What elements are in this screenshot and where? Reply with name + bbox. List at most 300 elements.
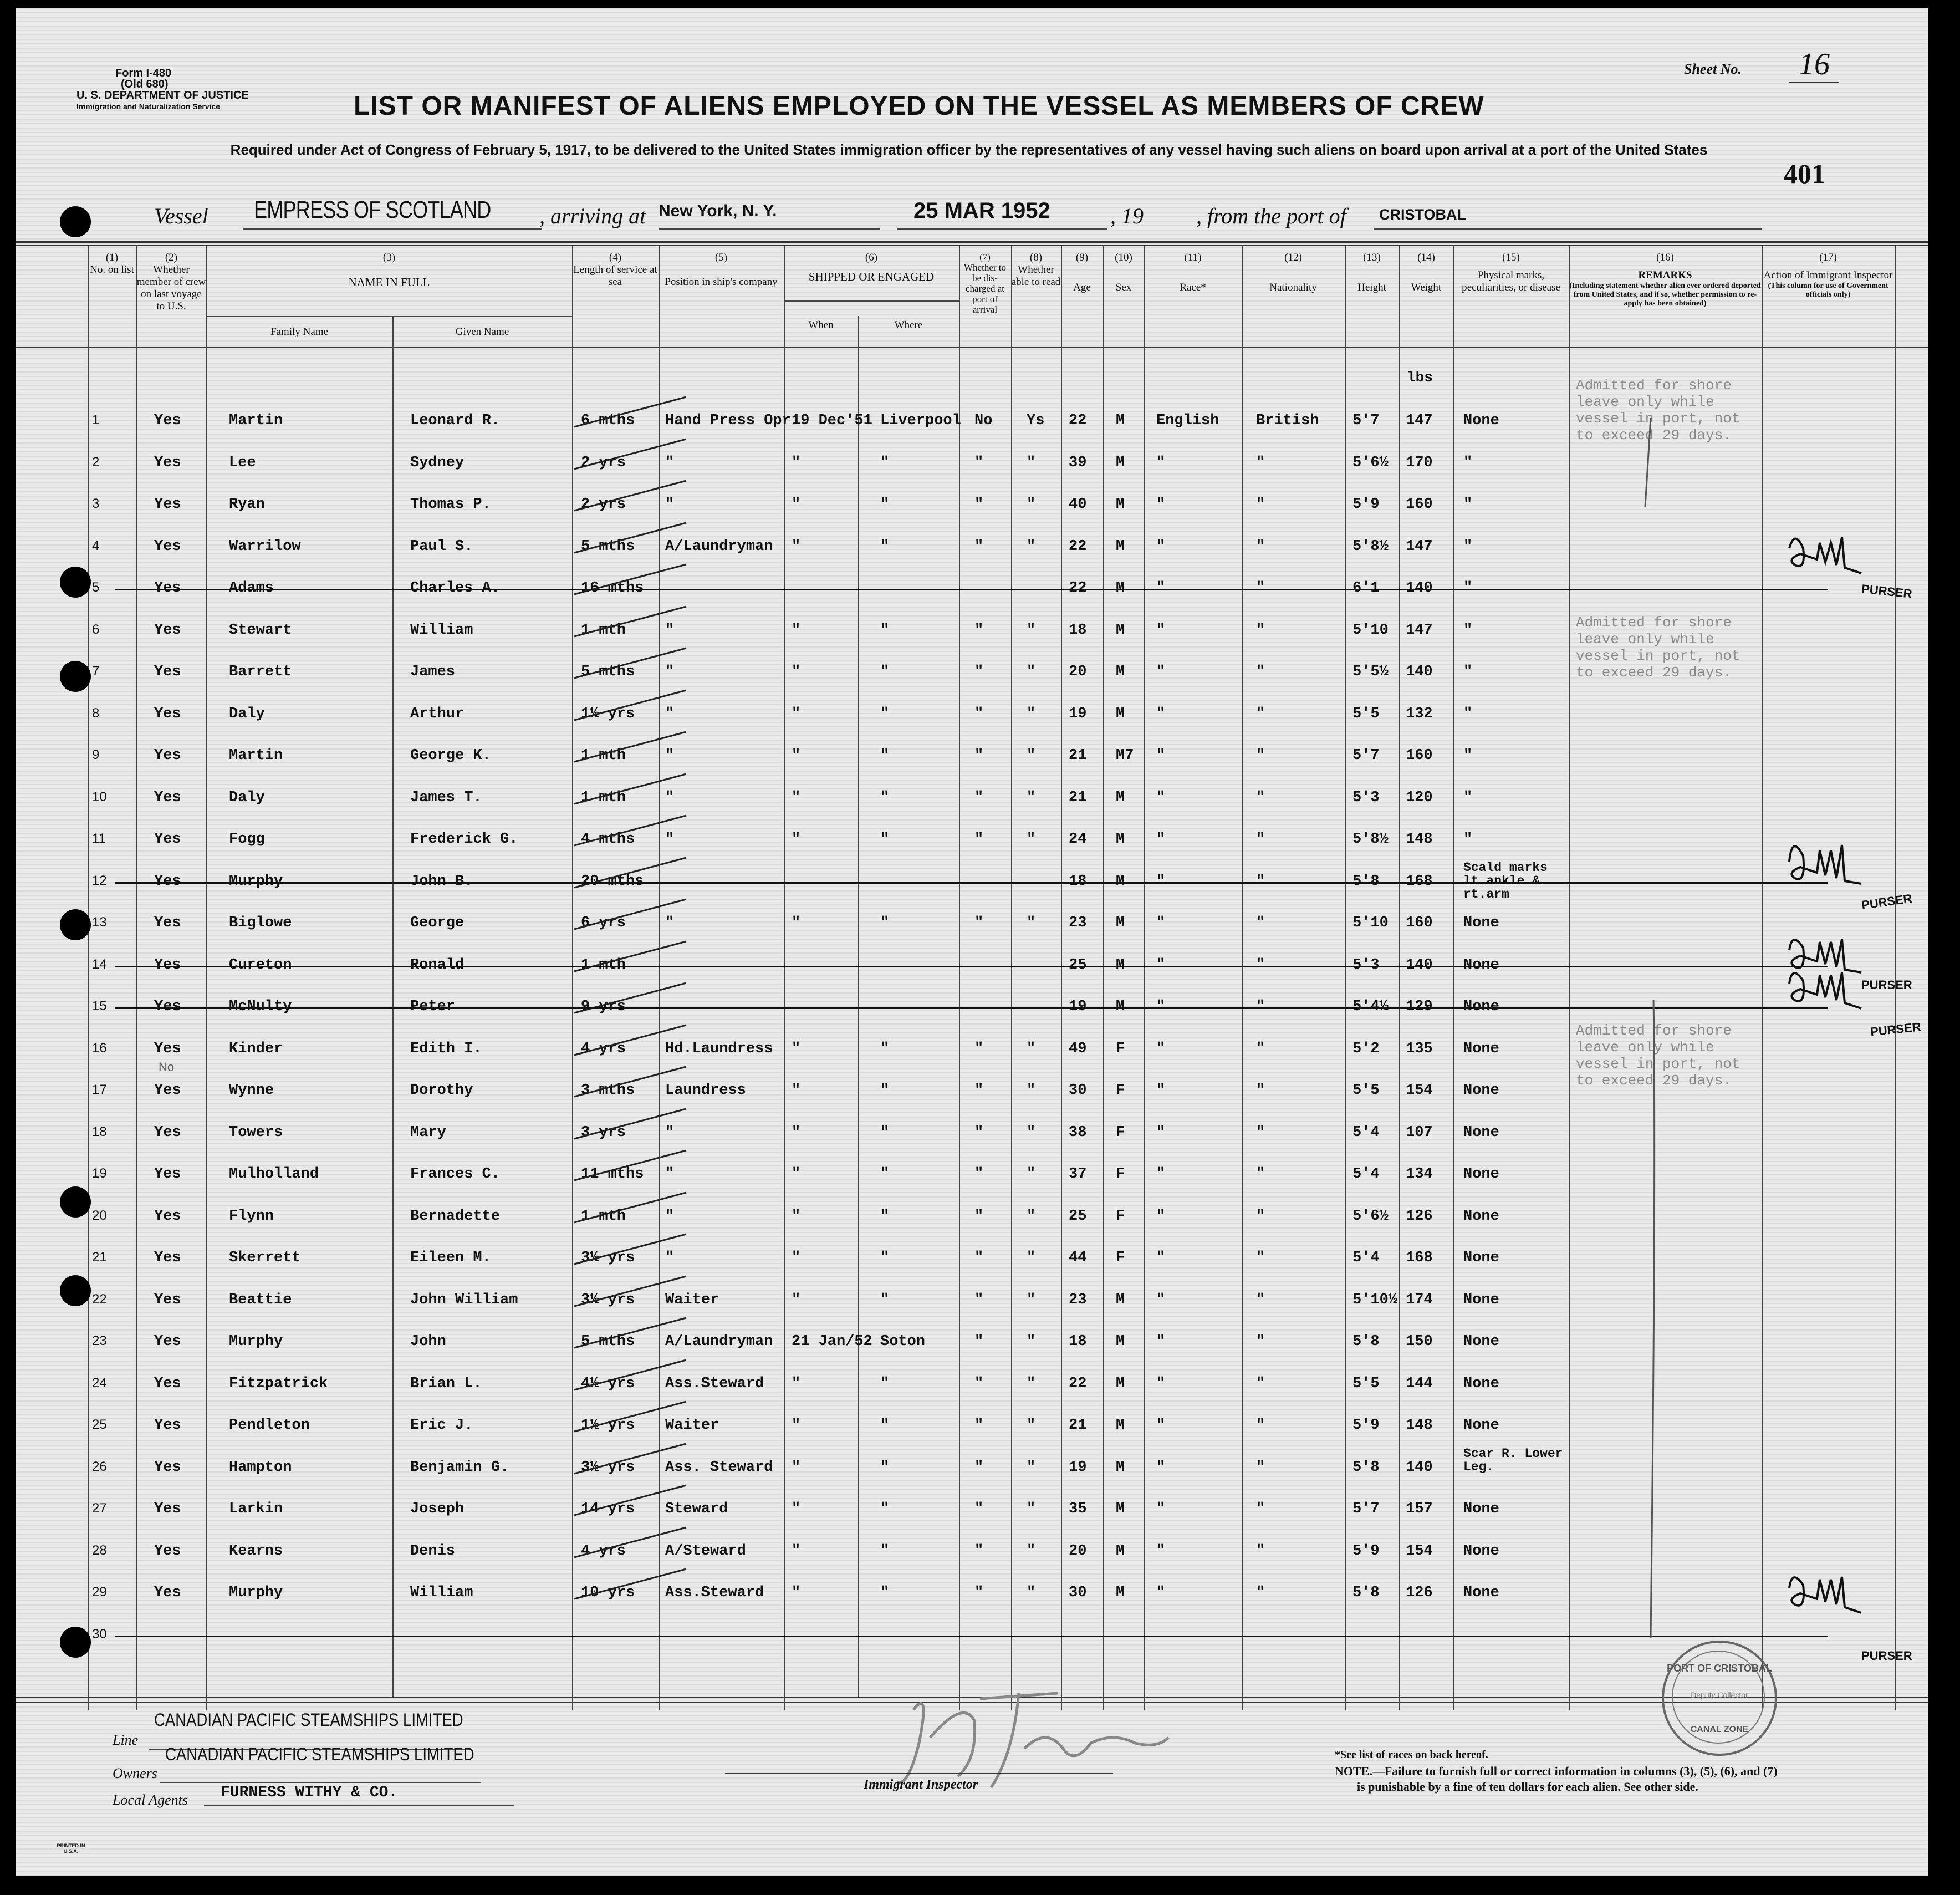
cell-shipped-when: " xyxy=(792,705,801,722)
cell-discharged: " xyxy=(974,1124,984,1141)
cell-row-number: 25 xyxy=(92,1417,107,1432)
check-mark-icon xyxy=(570,477,692,516)
cell-service-length: 1 mth xyxy=(581,1208,626,1225)
cell-family-name: Murphy xyxy=(229,1333,283,1350)
col-header-position: (5) Position in ship's company xyxy=(665,252,778,288)
cell-physical-marks: " xyxy=(1463,454,1473,471)
cell-height: 5'9 xyxy=(1352,496,1380,513)
remarks-stamp: Admitted for shore leave only while vessel in port, not to exceed 29 days. xyxy=(1576,1022,1740,1089)
owners-label: Owners xyxy=(113,1765,157,1781)
cell-discharged: " xyxy=(974,622,984,639)
cell-age: 20 xyxy=(1069,1542,1087,1560)
agents-label: Local Agents xyxy=(113,1792,188,1808)
cell-crew-last-voyage: Yes xyxy=(154,580,181,597)
arriving-label: , arriving at xyxy=(539,203,646,228)
cell-crew-last-voyage: Yes xyxy=(154,1333,181,1350)
cell-crew-last-voyage: Yes xyxy=(154,915,181,931)
cell-crew-last-voyage: Yes xyxy=(154,1501,181,1517)
cell-nationality: " xyxy=(1256,1208,1265,1225)
cell-shipped-when: " xyxy=(792,747,801,764)
cell-nationality: " xyxy=(1256,1501,1265,1517)
cell-shipped-when: " xyxy=(792,664,801,680)
cell-service-length: 10 yrs xyxy=(581,1585,635,1601)
cell-service-length: 2 yrs xyxy=(581,496,626,513)
cell-discharged: " xyxy=(974,1542,984,1560)
cell-weight: 132 xyxy=(1406,705,1433,722)
cell-row-number: 21 xyxy=(92,1250,107,1265)
cell-physical-marks: " xyxy=(1463,538,1473,555)
cell-age: 25 xyxy=(1069,1208,1087,1225)
cell-shipped-when: " xyxy=(792,915,801,931)
cell-physical-marks: None xyxy=(1463,1166,1499,1183)
cell-physical-marks: " xyxy=(1463,622,1473,639)
cell-discharged: " xyxy=(974,496,984,513)
cell-crew-last-voyage: Yes xyxy=(154,747,181,764)
purser-signature xyxy=(1784,961,1867,1022)
cell-sex: M xyxy=(1116,1501,1125,1517)
cell-ship-position: A/Laundryman xyxy=(665,1333,773,1350)
cell-weight: 170 xyxy=(1406,454,1433,471)
cell-able-to-read: " xyxy=(1027,1208,1036,1225)
cell-row-number: 29 xyxy=(92,1585,107,1599)
cell-row-number: 16 xyxy=(92,1040,107,1056)
cell-sex: M xyxy=(1116,580,1125,597)
penalty-note-cont: is punishable by a fine of ten dollars for each alien. See other side. xyxy=(1357,1780,1698,1794)
cell-row-number: 24 xyxy=(92,1375,107,1390)
cell-age: 21 xyxy=(1069,747,1087,764)
cell-able-to-read: " xyxy=(1027,664,1036,680)
cell-shipped-where: " xyxy=(880,1082,890,1099)
penalty-note: NOTE.—Failure to furnish full or correct information in columns (3), (5), (6), and (7) xyxy=(1335,1764,1778,1778)
check-mark-icon xyxy=(570,1357,692,1395)
cell-given-name: Ronald xyxy=(410,956,465,974)
cell-row-number: 23 xyxy=(92,1333,107,1348)
name-subheader-line xyxy=(206,316,572,317)
cell-row-number: 22 xyxy=(92,1291,107,1307)
cell-ship-position: " xyxy=(665,496,675,513)
cell-able-to-read: " xyxy=(1027,1585,1036,1601)
cell-height: 5'8 xyxy=(1352,1459,1380,1476)
cell-nationality: " xyxy=(1256,789,1265,806)
cell-age: 24 xyxy=(1069,831,1087,848)
cell-sex: M xyxy=(1116,1417,1125,1434)
cell-discharged: " xyxy=(974,1166,984,1183)
cell-race: English xyxy=(1156,412,1219,429)
cell-family-name: Barrett xyxy=(229,664,292,680)
cell-row-number: 9 xyxy=(92,747,100,762)
cell-nationality: British xyxy=(1256,412,1319,429)
cell-sex: M xyxy=(1116,1291,1125,1308)
cell-given-name: Denis xyxy=(410,1542,456,1560)
cell-race: " xyxy=(1156,538,1166,555)
check-mark-icon xyxy=(570,1063,692,1102)
cell-nationality: " xyxy=(1256,915,1265,931)
cell-family-name: Fitzpatrick xyxy=(229,1375,328,1392)
cell-given-name: John xyxy=(410,1333,446,1350)
cell-weight: 160 xyxy=(1406,747,1433,764)
cell-sex: M xyxy=(1116,1375,1125,1392)
cell-able-to-read: " xyxy=(1027,747,1036,764)
cell-race: " xyxy=(1156,454,1166,471)
cell-race: " xyxy=(1156,831,1166,848)
check-mark-icon xyxy=(570,1022,692,1061)
cell-age: 20 xyxy=(1069,664,1087,680)
cell-ship-position: " xyxy=(665,831,675,848)
cell-discharged: " xyxy=(974,1040,984,1057)
cell-sex: F xyxy=(1116,1250,1125,1266)
cell-crew-last-voyage: Yes xyxy=(154,1082,181,1099)
cell-family-name: Kinder xyxy=(229,1040,283,1057)
cell-physical-marks: None xyxy=(1463,1417,1499,1434)
cell-shipped-when: " xyxy=(792,1585,801,1601)
cell-race: " xyxy=(1156,1166,1166,1183)
cell-service-length: 1½ yrs xyxy=(581,705,635,722)
cell-family-name: Towers xyxy=(229,1124,283,1141)
cell-sex: M xyxy=(1116,538,1125,555)
col-header-family-name: Family Name xyxy=(270,326,328,338)
cell-given-name: James T. xyxy=(410,789,482,806)
cell-given-name: Joseph xyxy=(410,1501,465,1517)
cell-able-to-read: " xyxy=(1027,1040,1036,1057)
col-header-service: (4) Length of service at sea xyxy=(573,252,657,288)
cell-race: " xyxy=(1156,1375,1166,1392)
cell-service-length: 4 mths xyxy=(581,831,635,848)
cell-shipped-when: " xyxy=(792,538,801,555)
cell-weight: 144 xyxy=(1406,1375,1433,1392)
cell-row-number: 30 xyxy=(92,1626,107,1642)
cell-given-name: Sydney xyxy=(410,454,465,471)
cell-family-name: Martin xyxy=(229,747,283,764)
cell-service-length: 3 yrs xyxy=(581,1124,626,1141)
cell-able-to-read: " xyxy=(1027,1250,1036,1266)
punch-hole xyxy=(60,1186,91,1218)
cell-row-number: 17 xyxy=(92,1082,107,1097)
cell-able-to-read: " xyxy=(1027,831,1036,848)
cell-able-to-read: " xyxy=(1027,1542,1036,1560)
cell-physical-marks: None xyxy=(1463,1124,1499,1141)
cell-service-length: 6 mths xyxy=(581,412,635,429)
cell-age: 21 xyxy=(1069,789,1087,806)
cell-age: 22 xyxy=(1069,538,1087,555)
cell-height: 5'5 xyxy=(1352,705,1380,722)
punch-hole xyxy=(60,909,91,940)
check-mark-icon xyxy=(570,729,692,767)
cell-discharged: " xyxy=(974,915,984,931)
cell-sex: F xyxy=(1116,1082,1125,1099)
cell-height: 5'2 xyxy=(1352,1040,1380,1057)
cell-nationality: " xyxy=(1256,1082,1265,1099)
cell-nationality: " xyxy=(1256,622,1265,639)
purser-label: PURSER xyxy=(1860,582,1913,601)
cell-shipped-when: " xyxy=(792,1040,801,1057)
cell-physical-marks: None xyxy=(1463,1585,1499,1601)
cell-race: " xyxy=(1156,1459,1166,1476)
cell-physical-marks: " xyxy=(1463,747,1473,764)
check-mark-icon xyxy=(570,436,692,475)
cell-shipped-where: " xyxy=(880,789,890,806)
cell-service-length: 11 mths xyxy=(581,1166,644,1183)
cell-weight: 147 xyxy=(1406,538,1433,555)
cell-height: 5'4 xyxy=(1352,1124,1380,1141)
cell-given-name: Eric J. xyxy=(410,1417,473,1434)
cell-family-name: Ryan xyxy=(229,496,265,513)
cell-age: 35 xyxy=(1069,1501,1087,1517)
cell-able-to-read: " xyxy=(1027,1291,1036,1308)
cell-shipped-where: " xyxy=(880,664,890,680)
crew-correction-note: No xyxy=(159,1060,175,1074)
cell-crew-last-voyage: Yes xyxy=(154,412,181,429)
cell-able-to-read: " xyxy=(1027,1333,1036,1350)
cell-shipped-when: " xyxy=(792,1542,801,1560)
cell-crew-last-voyage: Yes xyxy=(154,1375,181,1392)
from-port: CRISTOBAL xyxy=(1379,206,1467,223)
cell-given-name: James xyxy=(410,664,456,680)
cell-age: 30 xyxy=(1069,1585,1087,1601)
cell-sex: M xyxy=(1116,1459,1125,1476)
cell-race: " xyxy=(1156,1250,1166,1266)
cell-height: 5'4½ xyxy=(1352,999,1389,1015)
department-name: U. S. DEPARTMENT OF JUSTICE xyxy=(76,89,249,101)
cell-row-number: 11 xyxy=(92,831,106,846)
cell-nationality: " xyxy=(1256,580,1265,597)
cell-sex: M xyxy=(1116,622,1125,639)
cell-physical-marks: Scald marks lt.ankle & rt.arm xyxy=(1463,860,1548,901)
cell-shipped-when: " xyxy=(792,496,801,513)
cell-age: 19 xyxy=(1069,999,1087,1015)
cell-crew-last-voyage: Yes xyxy=(154,705,181,722)
cell-able-to-read: " xyxy=(1027,454,1036,471)
cell-nationality: " xyxy=(1256,664,1265,680)
cell-physical-marks: None xyxy=(1463,999,1499,1015)
cell-given-name: William xyxy=(410,622,473,639)
cell-weight: 174 xyxy=(1406,1291,1433,1308)
cell-family-name: Lee xyxy=(229,454,256,471)
cell-shipped-when: " xyxy=(792,1208,801,1225)
cell-family-name: Mulholland xyxy=(229,1166,319,1183)
cell-family-name: McNulty xyxy=(229,999,292,1015)
cell-age: 39 xyxy=(1069,454,1087,471)
cell-sex: M xyxy=(1116,789,1125,806)
cell-discharged: " xyxy=(974,1375,984,1392)
cell-height: 5'7 xyxy=(1352,747,1380,764)
col-header-weight: (14) Weight xyxy=(1411,252,1442,293)
cell-nationality: " xyxy=(1256,1250,1265,1266)
arrival-port: New York, N. Y. xyxy=(659,202,777,220)
cell-physical-marks: None xyxy=(1463,1208,1499,1225)
cell-shipped-where: " xyxy=(880,496,890,513)
check-mark-icon xyxy=(570,1440,692,1479)
cell-service-length: 9 yrs xyxy=(581,999,626,1015)
cell-shipped-when: 21 Jan/52 xyxy=(792,1333,872,1350)
cell-nationality: " xyxy=(1256,705,1265,722)
cell-given-name: Frances C. xyxy=(410,1166,501,1183)
cell-ship-position: " xyxy=(665,705,675,722)
cell-row-number: 26 xyxy=(92,1459,107,1474)
cell-ship-position: Waiter xyxy=(665,1291,719,1308)
cell-shipped-where: " xyxy=(880,705,890,722)
agents-underline xyxy=(204,1805,514,1806)
cell-discharged: " xyxy=(974,1250,984,1266)
punch-hole xyxy=(60,661,91,692)
cell-discharged: " xyxy=(974,1333,984,1350)
cell-age: 19 xyxy=(1069,1459,1087,1476)
cell-physical-marks: None xyxy=(1463,1040,1499,1057)
cell-family-name: Skerrett xyxy=(229,1250,301,1266)
cell-shipped-when: " xyxy=(792,1124,801,1141)
cell-nationality: " xyxy=(1256,956,1265,974)
cell-ship-position: Ass.Steward xyxy=(665,1585,764,1601)
cell-row-number: 7 xyxy=(92,664,100,679)
cell-nationality: " xyxy=(1256,747,1265,764)
cell-race: " xyxy=(1156,789,1166,806)
cell-nationality: " xyxy=(1256,1124,1265,1141)
cell-height: 5'9 xyxy=(1352,1417,1380,1434)
check-mark-icon xyxy=(570,1482,692,1521)
cell-weight: 135 xyxy=(1406,1040,1433,1057)
cell-shipped-when: " xyxy=(792,622,801,639)
cell-shipped-where: " xyxy=(880,622,890,639)
cell-given-name: Mary xyxy=(410,1124,446,1141)
cell-weight: 140 xyxy=(1406,664,1433,680)
cell-shipped-where: " xyxy=(880,1417,890,1434)
races-note: *See list of races on back hereof. xyxy=(1335,1749,1488,1761)
cell-given-name: Bernadette xyxy=(410,1208,501,1225)
cell-discharged: " xyxy=(974,705,984,722)
cell-discharged: " xyxy=(974,1291,984,1308)
purser-label: PURSER xyxy=(1861,978,1912,992)
cell-weight: 140 xyxy=(1406,956,1433,974)
cell-family-name: Beattie xyxy=(229,1291,292,1308)
purser-signature xyxy=(1784,828,1867,900)
remarks-bracket-line xyxy=(1623,396,1690,1649)
cell-discharged: " xyxy=(974,454,984,471)
cell-crew-last-voyage: Yes xyxy=(154,496,181,513)
cell-weight: 150 xyxy=(1406,1333,1433,1350)
cell-height: 5'7 xyxy=(1352,412,1380,429)
cell-shipped-when: 19 Dec'51 xyxy=(792,412,872,429)
cell-race: " xyxy=(1156,664,1166,680)
cell-shipped-when: " xyxy=(792,789,801,806)
purser-signature xyxy=(1784,1566,1867,1627)
vessel-label: Vessel xyxy=(154,203,208,228)
seal-center-text: Deputy Collector xyxy=(1691,1690,1748,1699)
cell-shipped-where: " xyxy=(880,1585,890,1601)
cell-shipped-where: " xyxy=(880,538,890,555)
cell-race: " xyxy=(1156,1291,1166,1308)
form-number: Form I-480 xyxy=(115,67,172,79)
cell-weight: 140 xyxy=(1406,580,1433,597)
cell-height: 5'10 xyxy=(1352,915,1389,931)
purser-label: PURSER xyxy=(1860,891,1913,913)
cell-able-to-read: " xyxy=(1027,1417,1036,1434)
cell-able-to-read: " xyxy=(1027,705,1036,722)
cell-physical-marks: None xyxy=(1463,1501,1499,1517)
cell-shipped-where: " xyxy=(880,1542,890,1560)
cell-discharged: " xyxy=(974,538,984,555)
cell-shipped-where: " xyxy=(880,1040,890,1057)
cell-weight: 157 xyxy=(1406,1501,1433,1517)
cell-weight: 120 xyxy=(1406,789,1433,806)
cell-weight: 147 xyxy=(1406,412,1433,429)
cell-age: 25 xyxy=(1069,956,1087,974)
cell-ship-position: Ass. Steward xyxy=(665,1459,773,1476)
date-underline xyxy=(897,228,1107,230)
cell-ship-position: " xyxy=(665,664,675,680)
cell-nationality: " xyxy=(1256,1542,1265,1560)
cell-shipped-when: " xyxy=(792,1375,801,1392)
cell-age: 19 xyxy=(1069,705,1087,722)
cell-able-to-read: " xyxy=(1027,538,1036,555)
cell-sex: M xyxy=(1116,412,1125,429)
inspector-signature-line xyxy=(725,1773,1113,1774)
cell-discharged: " xyxy=(974,1585,984,1601)
cell-family-name: Larkin xyxy=(229,1501,283,1517)
cell-race: " xyxy=(1156,1333,1166,1350)
cell-physical-marks: None xyxy=(1463,1333,1499,1350)
cell-nationality: " xyxy=(1256,831,1265,848)
check-mark-icon xyxy=(570,1189,692,1228)
cell-crew-last-voyage: Yes xyxy=(154,1291,181,1308)
punch-hole xyxy=(60,206,91,237)
cell-row-number: 6 xyxy=(92,622,100,637)
col-header-inspector-action: (17) Action of Immigrant Inspector (This column for use of Government officials only) xyxy=(1763,252,1893,299)
cell-family-name: Fogg xyxy=(229,831,265,848)
cell-service-length: 16 mths xyxy=(581,580,644,597)
cell-shipped-when: " xyxy=(792,1250,801,1266)
cell-physical-marks: None xyxy=(1463,915,1499,931)
cell-height: 5'3 xyxy=(1352,956,1380,974)
cell-shipped-where: " xyxy=(880,747,890,764)
cell-given-name: Arthur xyxy=(410,705,465,722)
cell-row-number: 18 xyxy=(92,1124,107,1139)
cell-service-length: 3 mths xyxy=(581,1082,635,1099)
cell-weight: 168 xyxy=(1406,1250,1433,1266)
cell-ship-position: " xyxy=(665,789,675,806)
cell-crew-last-voyage: Yes xyxy=(154,1040,181,1057)
cell-able-to-read: " xyxy=(1027,1375,1036,1392)
cell-race: " xyxy=(1156,999,1166,1015)
cell-given-name: Leonard R. xyxy=(410,412,501,429)
col-header-crew: (2) Whether member of crew on last voyage to U.S. xyxy=(136,252,206,312)
cell-service-length: 2 yrs xyxy=(581,454,626,471)
cell-weight: 140 xyxy=(1406,1459,1433,1476)
cell-discharged: No xyxy=(974,412,993,429)
cell-weight: 107 xyxy=(1406,1124,1433,1141)
cell-ship-position: A/Steward xyxy=(665,1542,746,1560)
cell-shipped-where: " xyxy=(880,454,890,471)
cell-shipped-where: " xyxy=(880,1166,890,1183)
cell-physical-marks: None xyxy=(1463,956,1499,974)
cell-sex: M xyxy=(1116,1333,1125,1350)
cell-able-to-read: " xyxy=(1027,1124,1036,1141)
cell-crew-last-voyage: Yes xyxy=(154,999,181,1015)
cell-height: 5'4 xyxy=(1352,1250,1380,1266)
cell-height: 5'6½ xyxy=(1352,454,1389,471)
cell-race: " xyxy=(1156,1585,1166,1601)
col-header-age: (9) Age xyxy=(1073,252,1091,293)
cell-given-name: Benjamin G. xyxy=(410,1459,509,1476)
cell-shipped-where: " xyxy=(880,1291,890,1308)
cell-discharged: " xyxy=(974,1208,984,1225)
cell-race: " xyxy=(1156,1082,1166,1099)
check-mark-icon xyxy=(570,1566,692,1604)
cell-physical-marks: " xyxy=(1463,580,1473,597)
form-id-block xyxy=(76,68,249,112)
cell-ship-position: " xyxy=(665,1124,675,1141)
col-header-sex: (10) Sex xyxy=(1115,252,1132,293)
col-header-where: Where xyxy=(894,319,923,331)
punch-hole xyxy=(60,567,91,598)
